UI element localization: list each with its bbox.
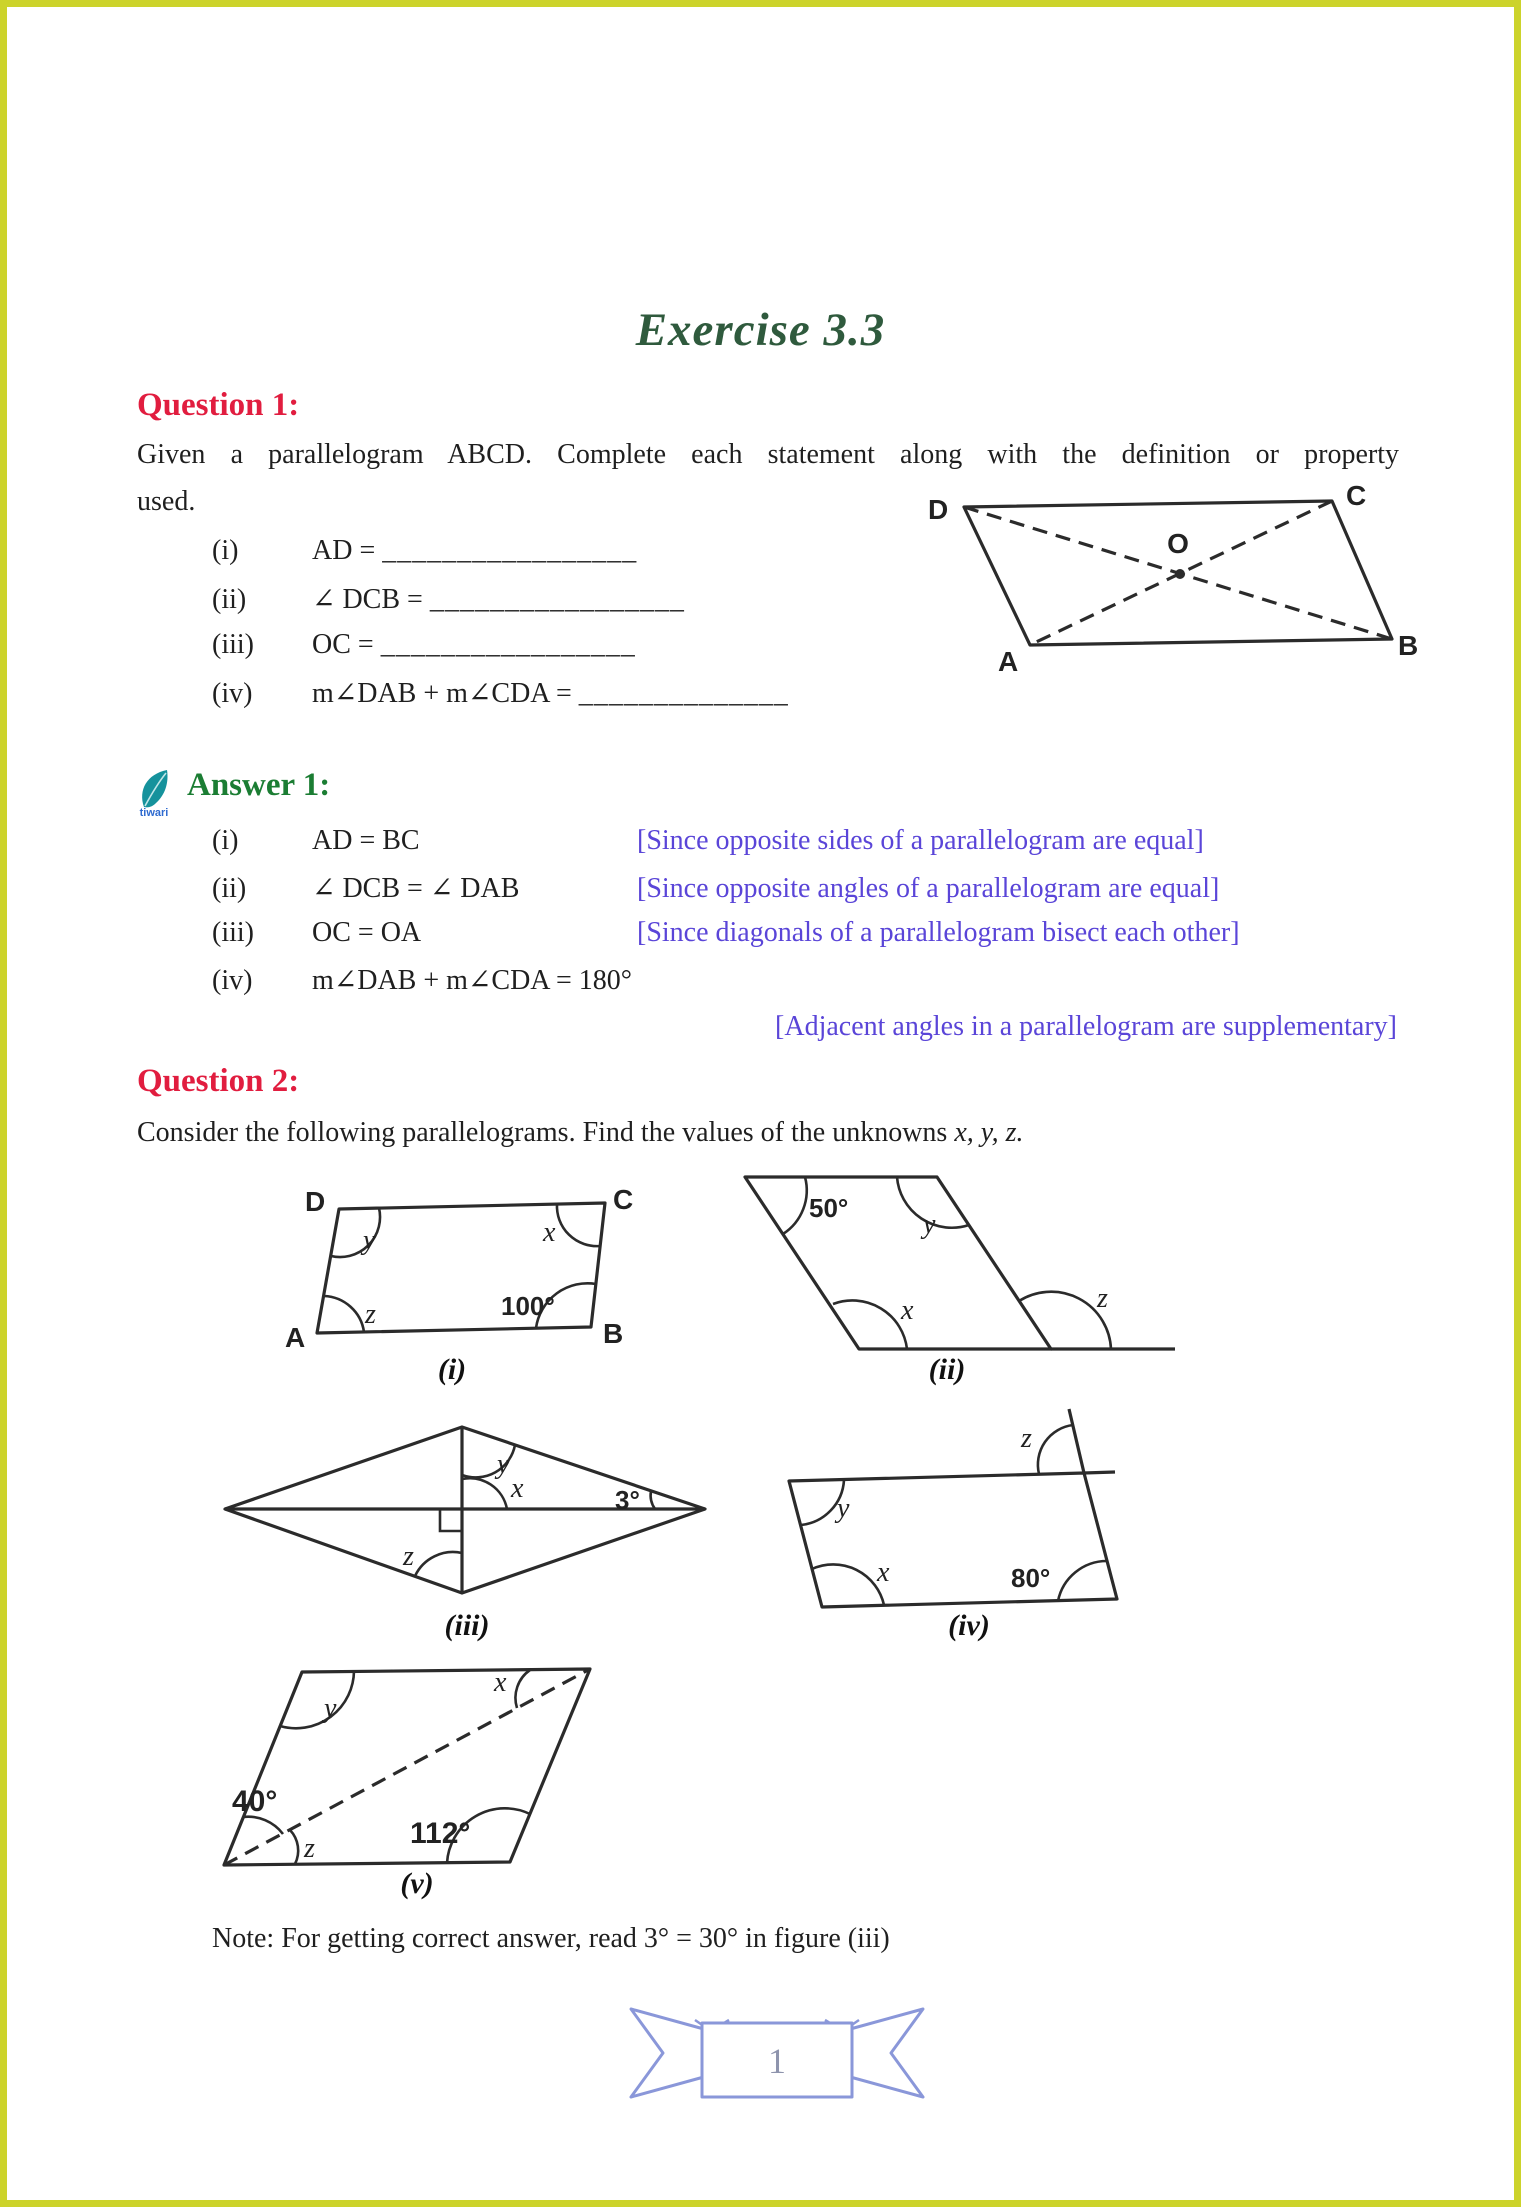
q1-item-num: (iv) [212, 678, 253, 709]
angle-label-112: 112° [410, 1817, 471, 1850]
answer1-header [133, 767, 330, 817]
angle-arc [1058, 1561, 1107, 1601]
q1-item-blank: ______________ [578, 678, 789, 709]
top-extension-line [1084, 1472, 1115, 1473]
answer1-list [212, 825, 1402, 1009]
angle-label-50: 50° [809, 1193, 849, 1223]
angle-label-80: 80° [1011, 1563, 1051, 1593]
vertex-label-a: A [285, 1322, 306, 1350]
q1-item-num: (ii) [212, 584, 247, 615]
right-angle-marker [440, 1509, 462, 1531]
q1-item-row [212, 629, 932, 676]
question2-heading: Question 2: [137, 1063, 300, 1099]
answer-num: (iii) [212, 917, 254, 948]
figure-iv-parallelogram [759, 1403, 1179, 1643]
angle-label-3: 3° [615, 1485, 640, 1515]
figure-iii-rhombus [207, 1413, 727, 1613]
figure-v-label: (v) [400, 1867, 434, 1900]
answer-note: [Since opposite sides of a parallelogram are equal] [637, 825, 1204, 856]
q1-item-row [212, 535, 932, 582]
figure-ii-parallelogram [697, 1157, 1197, 1367]
answer-num: (iv) [212, 965, 253, 996]
q1-item-row [212, 582, 932, 629]
vertex-label-o: O [1167, 528, 1189, 559]
angle-label-100: 100° [501, 1291, 555, 1321]
page-number: 1 [768, 2041, 786, 2081]
vertex-label-d: D [928, 494, 949, 525]
angle-label-x: x [511, 1473, 524, 1504]
q1-item-blank: _________________ [429, 584, 685, 615]
question1-heading: Question 1: [137, 387, 300, 423]
logo-word: tiwari [139, 807, 169, 817]
answer1-closing-note: [Adjacent angles in a parallelogram are supplementary] [775, 1011, 1397, 1042]
q1-item-row [212, 676, 932, 723]
angle-arc [651, 1491, 655, 1509]
answer-row [212, 963, 1402, 1009]
question2-body [137, 1109, 1024, 1156]
answer1-heading: Answer 1: [187, 767, 331, 803]
q1-item-eq [312, 629, 636, 661]
angle-label-y: y [497, 1449, 510, 1480]
angle-label-y: y [363, 1225, 376, 1256]
diagonal-dashed [224, 1669, 590, 1865]
answer-eq: m∠DAB + m∠CDA = 180° [312, 965, 632, 996]
vertex-label-c: C [1346, 480, 1367, 511]
vertex-label-b: B [1398, 630, 1419, 661]
q1-item-eq [312, 535, 637, 567]
angle-label-x: x [494, 1667, 507, 1698]
angle-arc [1038, 1425, 1073, 1474]
question1-body: Given a parallelogram ABCD. Complete each statement along with the definition or property used. [137, 439, 1399, 517]
angle-arc [290, 1830, 298, 1864]
figure-iv-label: (iv) [948, 1609, 990, 1642]
q1-item-num: (iii) [212, 629, 254, 660]
q1-item-text: AD = [312, 535, 376, 566]
answer-eq: OC = OA [312, 917, 422, 948]
side-extension-line [1069, 1409, 1084, 1473]
angle-arc [415, 1552, 462, 1576]
note-text: Note: For getting correct answer, read 3° = 30° in figure (iii) [212, 1923, 890, 1954]
angle-arc [324, 1296, 364, 1332]
vertex-label-c: C [613, 1184, 634, 1215]
page-title: Exercise 3.3 [635, 304, 886, 356]
angle-label-y: y [837, 1493, 850, 1524]
answer-eq: ∠ DCB = ∠ DAB [312, 873, 520, 904]
answer-row [212, 825, 1402, 871]
question1-list [212, 535, 932, 723]
answer-row [212, 917, 1402, 963]
answer-note: [Since opposite angles of a parallelogram are equal] [637, 873, 1220, 904]
angle-label-z: z [304, 1833, 315, 1864]
parallelogram-outline [317, 1203, 605, 1333]
answer-row [212, 871, 1402, 917]
angle-arc [243, 1817, 283, 1834]
q1-item-num: (i) [212, 535, 239, 566]
angle-label-x: x [901, 1295, 914, 1326]
angle-label-x: x [877, 1557, 890, 1588]
q1-item-text: ∠ DCB = [312, 584, 423, 615]
angle-label-y: y [324, 1693, 337, 1724]
angle-label-y: y [923, 1209, 936, 1240]
figure-i-label: (i) [437, 1353, 467, 1386]
angle-arc [557, 1204, 600, 1246]
vertex-label-d: D [305, 1186, 326, 1217]
vertex-label-a: A [998, 646, 1019, 677]
figure-ii-label: (ii) [928, 1353, 966, 1386]
vertex-label-b: B [603, 1318, 624, 1349]
angle-label-z: z [365, 1299, 376, 1330]
q1-item-eq [312, 582, 685, 616]
answer-num: (i) [212, 825, 239, 856]
figure-iii-label: (iii) [444, 1609, 490, 1642]
angle-arc [783, 1177, 807, 1234]
center-point-o [1175, 569, 1185, 579]
question2-variables: x, y, z. [954, 1117, 1024, 1148]
angle-arc [462, 1478, 507, 1509]
question2-body-text: Consider the following parallelograms. Find the values of the unknowns [137, 1117, 948, 1148]
q1-item-text: OC = [312, 629, 374, 660]
angle-label-x: x [543, 1217, 556, 1248]
q1-item-eq [312, 676, 789, 710]
angle-label-z: z [1097, 1283, 1108, 1314]
angle-label-40: 40° [232, 1785, 278, 1818]
figure-v-parallelogram [202, 1647, 632, 1892]
q1-item-text: m∠DAB + m∠CDA = [312, 678, 572, 709]
angle-label-z: z [403, 1541, 414, 1572]
answer-num: (ii) [212, 873, 247, 904]
angle-label-z: z [1021, 1423, 1032, 1454]
q1-parallelogram-figure [892, 477, 1422, 697]
q1-item-blank: _________________ [382, 535, 638, 566]
q1-item-blank: _________________ [380, 629, 636, 660]
answer-eq: AD = BC [312, 825, 420, 856]
figure-i-parallelogram [257, 1175, 647, 1350]
tiwari-leaf-logo-icon [133, 767, 179, 817]
angle-arc [812, 1564, 884, 1605]
page-number-ribbon [607, 1993, 947, 2111]
answer-note: [Since diagonals of a parallelogram bisect each other] [637, 917, 1240, 948]
